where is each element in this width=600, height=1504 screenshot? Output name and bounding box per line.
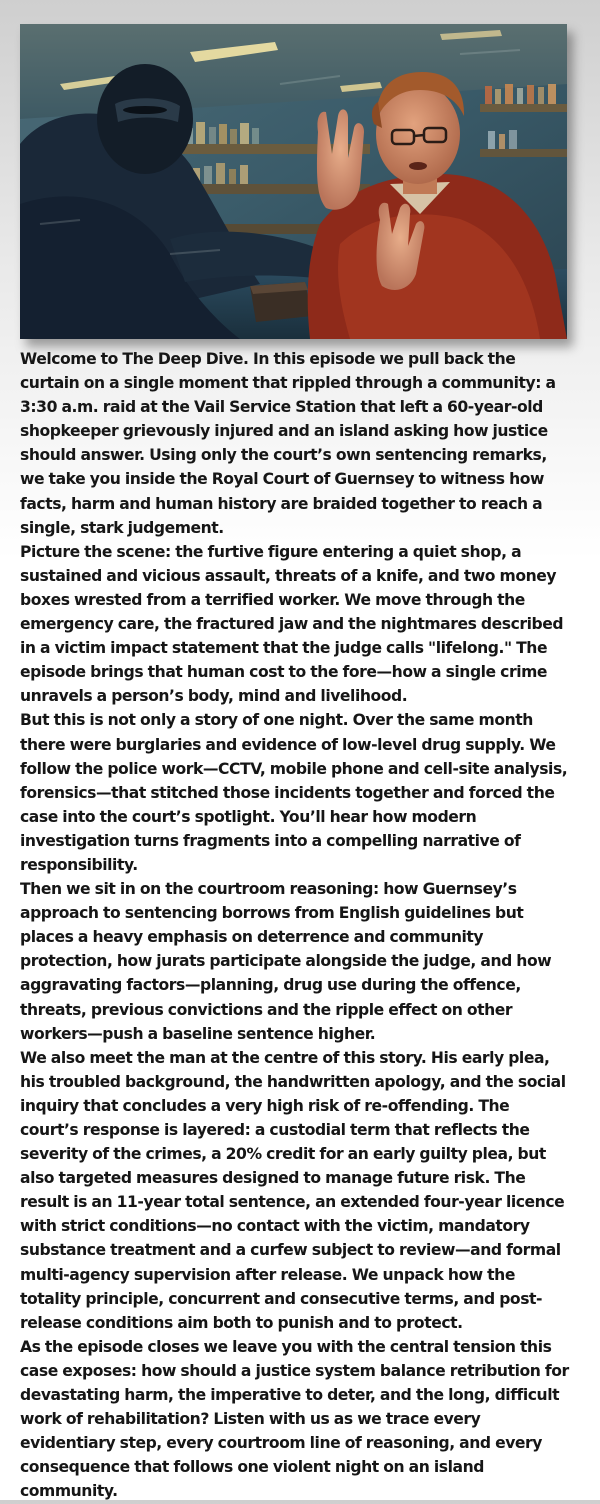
episode-description [20,347,572,1504]
paragraph-sentence: We also meet the man at the centre of this story. His early plea, his troubled background, the handwritten apology, and the social inquiry that concludes a very high risk of re-offending. The court’s response is layered: a custodial term that reflects the severity of the crimes, a 20% credit for an early guilty plea, but also targeted measures designed to manage future risk. The result is an 11-year total sentence, an extended four-year licence with strict conditions—no contact with the victim, mandatory substance treatment and a curfew subject to review—and formal multi-agency supervision after release. We unpack how the totality principle, concurrent and consecutive terms, and post-release conditions aim both to punish and to protect. [20,1048,566,1332]
hero-illustration [20,24,567,339]
paragraph-scene: Picture the scene: the furtive figure entering a quiet shop, a sustained and vicious assault, threats of a knife, and two money boxes wrested from a terrified worker. We move through the emergency care, the fractured jaw and the nightmares described in a victim impact statement that the judge calls "lifelong." The episode brings that human cost to the fore—how a single crime unravels a person’s body, mind and livelihood. [20,542,564,706]
paragraph-courtroom: Then we sit in on the courtroom reasoning: how Guernsey’s approach to sentencing borrows from English guidelines but places a heavy emphasis on deterrence and community protection, how jurats participate alongside the judge, and how aggravating factors—planning, drug use during the offence, threats, previous convictions and the ripple effect on other workers—push a baseline sentence higher. [20,880,552,1043]
paragraph-intro: Welcome to The Deep Dive. In this episode we pull back the curtain on a single moment that rippled through a community: a 3:30 a.m. raid at the Vail Service Station that left a 60-year-old shopkeeper grievously injured and an island asking how justice should answer. Using only the court’s own sentencing remarks, we take you inside the Royal Court of Guernsey to witness how facts, harm and human history are braided together to reach a single, stark judgement. [20,350,556,537]
paragraph-closing: As the episode closes we leave you with the central tension this case exposes: how should a justice system balance retribution for devastating harm, the imperative to deter, and the long, difficult work of rehabilitation? Listen with us as we trace every evidentiary step, every courtroom line of reasoning, and every consequence that follows one violent night on an island community. [20,1337,569,1501]
paragraph-investigation: But this is not only a story of one night. Over the same month there were burglaries and evidence of low-level drug supply. We follow the police work—CCTV, mobile phone and cell-site analysis, forensics—that stitched those incidents together and forced the case into the court’s spotlight. You’ll hear how modern investigation turns fragments into a compelling narrative of responsibility. [20,711,568,874]
robbery-painting [20,24,567,339]
